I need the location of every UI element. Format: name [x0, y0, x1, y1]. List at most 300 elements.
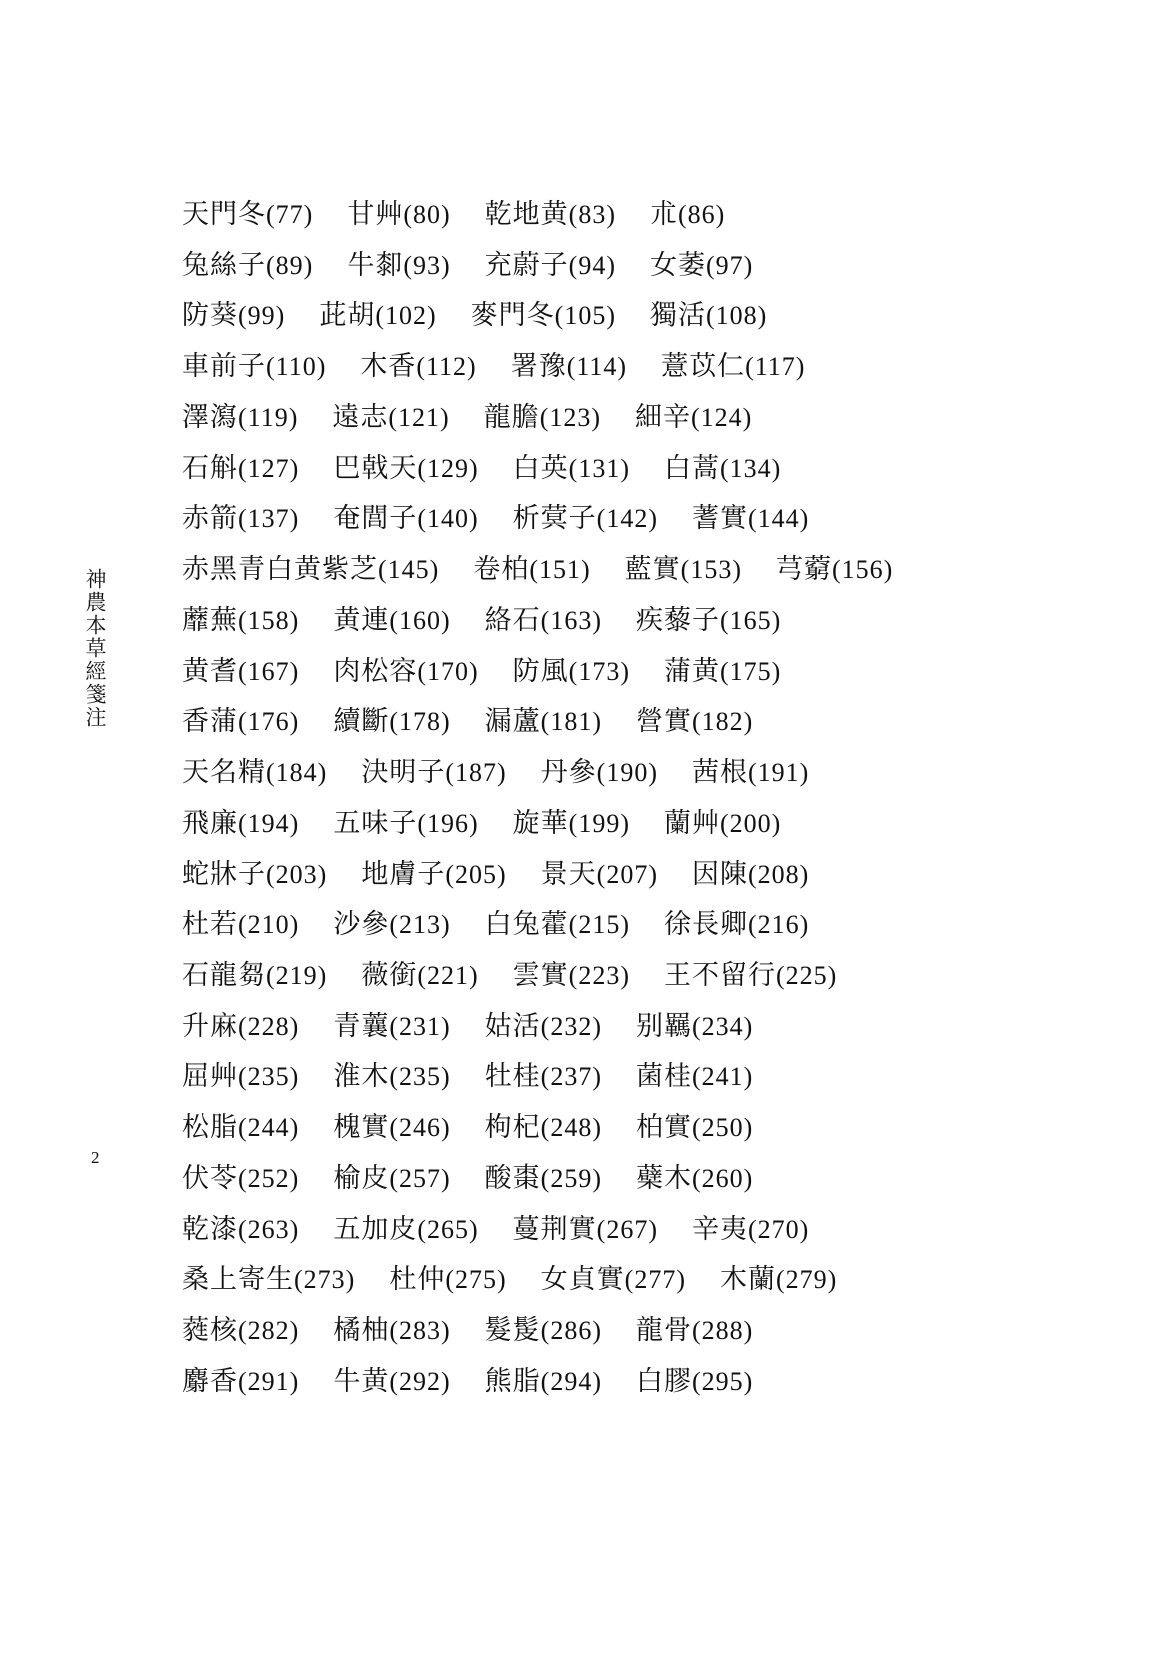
herb-name: 藍實 [624, 554, 681, 586]
toc-entry [182, 444, 299, 495]
page-reference: (182) [691, 707, 754, 737]
toc-entry [182, 241, 313, 292]
page-reference: (286) [540, 1316, 602, 1346]
herb-name: 升麻 [182, 1010, 238, 1042]
herb-name: 徐長卿 [663, 909, 748, 941]
herb-name: 橘柚 [333, 1315, 390, 1347]
toc-line [182, 1154, 1082, 1205]
herb-name: 芎藭 [775, 554, 832, 586]
toc-entry [333, 1103, 450, 1154]
page-reference: (124) [691, 402, 753, 432]
herb-name: 菌桂 [635, 1061, 692, 1093]
herb-name: 龍骨 [635, 1315, 692, 1347]
toc-entry [485, 241, 616, 292]
toc-entry [347, 241, 450, 292]
toc-line [182, 393, 1082, 444]
toc-entry [182, 1205, 299, 1256]
herb-name: 蘼蕪 [182, 604, 238, 636]
herb-name: 兔絲子 [182, 249, 266, 281]
page-reference: (246) [389, 1113, 451, 1143]
toc-entry [333, 494, 478, 545]
herb-name: 女貞實 [540, 1264, 625, 1296]
herb-name: 旋華 [512, 807, 569, 839]
herb-name: 女萎 [649, 249, 706, 281]
herb-name: 決明子 [361, 757, 446, 789]
page-reference: (191) [747, 758, 810, 788]
page-reference: (259) [540, 1163, 602, 1193]
toc-entry [333, 647, 478, 698]
herb-name: 熊脂 [484, 1365, 541, 1397]
page-reference: (89) [266, 250, 314, 280]
herb-name: 蘗木 [635, 1162, 692, 1194]
toc-line [182, 1205, 1082, 1256]
page-reference: (205) [445, 859, 507, 889]
toc-entry [485, 900, 630, 951]
page-reference: (123) [539, 402, 602, 432]
toc-entry [333, 1357, 450, 1408]
page-reference: (151) [529, 555, 591, 585]
herb-name: 獨活 [649, 300, 706, 332]
toc-line [182, 291, 1082, 342]
toc-line [182, 1255, 1082, 1306]
herb-name: 伏苓 [182, 1162, 238, 1194]
herb-name: 景天 [540, 858, 597, 890]
toc-entry [182, 494, 299, 545]
toc-line [182, 748, 1082, 799]
toc-entry [776, 545, 893, 596]
toc-entry [471, 291, 616, 342]
toc-entry [692, 494, 809, 545]
herb-name: 天名精 [182, 757, 266, 789]
herb-name: 薇銜 [361, 960, 418, 992]
page-reference: (156) [831, 555, 894, 585]
toc-entry [485, 190, 616, 241]
toc-entry [541, 748, 658, 799]
toc-entry [513, 444, 630, 495]
toc-entry [485, 1002, 602, 1053]
page-reference: (83) [568, 200, 616, 229]
page-reference: (267) [596, 1214, 658, 1244]
herb-name: 辛夷 [691, 1213, 748, 1245]
toc-entry [664, 444, 781, 495]
herb-name: 青蘘 [333, 1010, 390, 1042]
toc-entry [333, 697, 450, 748]
page-reference: (158) [238, 605, 300, 635]
toc-entry [541, 850, 658, 901]
toc-entry [182, 596, 299, 647]
toc-entry [360, 342, 476, 393]
herb-name: 屈艸 [182, 1061, 238, 1093]
toc-entry [182, 1255, 355, 1306]
toc-entry [182, 697, 299, 748]
herb-name: 蓍實 [691, 503, 748, 535]
page-reference: (112) [416, 352, 477, 382]
toc-line [182, 850, 1082, 901]
herb-name: 防葵 [182, 300, 238, 332]
page-reference: (108) [705, 301, 768, 331]
herb-name: 朮 [649, 199, 678, 230]
page-reference: (208) [747, 859, 810, 889]
herb-name: 柏實 [635, 1112, 692, 1144]
herb-name: 蒲黄 [663, 655, 720, 687]
page-reference: (292) [389, 1366, 451, 1396]
toc-line [182, 799, 1082, 850]
toc-entry [661, 342, 805, 393]
toc-entry [182, 1002, 299, 1053]
herb-name: 桑上寄生 [182, 1264, 294, 1296]
page-reference: (225) [775, 961, 838, 991]
page-reference: (131) [568, 453, 630, 483]
herb-name: 白英 [512, 452, 569, 484]
herb-name: 杜仲 [389, 1264, 446, 1296]
toc-entry [182, 1357, 299, 1408]
page-reference: (223) [568, 961, 630, 991]
herb-name: 王不留行 [663, 960, 776, 992]
toc-entry [361, 951, 478, 1002]
toc-line [182, 444, 1082, 495]
running-title: 神農本草經箋注 [83, 568, 107, 729]
page-reference: (232) [540, 1011, 602, 1041]
page-reference: (137) [238, 504, 300, 534]
herb-name: 漏蘆 [484, 706, 541, 738]
toc-entry [182, 393, 298, 444]
toc-entry [182, 951, 327, 1002]
toc-entry [692, 1205, 809, 1256]
herb-name: 黄耆 [182, 655, 238, 687]
toc-entry [511, 342, 627, 393]
page-reference: (228) [238, 1011, 300, 1041]
page-reference: (160) [389, 605, 451, 635]
page-reference: (97) [705, 250, 754, 280]
toc-entry [485, 1103, 602, 1154]
page-reference: (235) [238, 1062, 300, 1092]
toc-line [182, 596, 1082, 647]
herb-name: 甘艸 [347, 199, 404, 230]
toc-entry [635, 393, 752, 444]
page-reference: (163) [540, 605, 602, 635]
page-reference: (294) [540, 1366, 602, 1396]
page-reference: (184) [266, 758, 328, 788]
page-reference: (167) [238, 656, 300, 686]
toc-entry [333, 1052, 450, 1103]
toc-entry [485, 1154, 602, 1205]
toc-entry [720, 1255, 837, 1306]
herb-name: 白兔藿 [484, 909, 569, 941]
toc-entry [664, 900, 809, 951]
page-reference: (153) [680, 555, 742, 585]
page-reference: (102) [375, 301, 437, 331]
toc-entry [333, 1154, 450, 1205]
herb-name: 牛黄 [333, 1365, 390, 1397]
herb-name: 赤黑青白黄紫芝 [182, 554, 378, 586]
page-reference: (282) [238, 1316, 300, 1346]
toc-entry [182, 342, 326, 393]
toc-entry [182, 1103, 299, 1154]
toc-line [182, 1002, 1082, 1053]
page-reference: (215) [568, 910, 630, 940]
toc-entry [333, 444, 478, 495]
toc-entry [485, 596, 602, 647]
toc-line [182, 900, 1082, 951]
page-reference: (260) [691, 1163, 754, 1193]
page-reference: (175) [719, 656, 782, 686]
herb-name: 麝香 [182, 1365, 238, 1397]
toc-entry [182, 190, 313, 241]
herb-name: 肉松容 [333, 655, 418, 687]
toc-entry [664, 647, 781, 698]
herb-name: 赤箭 [182, 503, 238, 535]
toc-entry [182, 1052, 299, 1103]
page-reference: (203) [266, 859, 328, 889]
toc-entry [361, 748, 506, 799]
herb-name: 因陳 [691, 858, 748, 890]
herb-name: 牛厀 [347, 249, 404, 281]
page-reference: (283) [389, 1316, 451, 1346]
toc-entry [485, 697, 602, 748]
toc-entry [636, 697, 753, 748]
herb-name: 茜根 [691, 757, 748, 789]
herb-name: 槐實 [333, 1112, 390, 1144]
page-reference: (170) [417, 656, 479, 686]
herb-name: 麥門冬 [470, 300, 555, 332]
toc-line [182, 951, 1082, 1002]
toc-entry [182, 545, 439, 596]
herb-name: 牡桂 [484, 1061, 541, 1093]
toc-entry [182, 850, 327, 901]
page-reference: (121) [388, 402, 450, 432]
page-reference: (196) [417, 808, 479, 838]
herb-name: 枸杞 [484, 1112, 541, 1144]
page-reference: (207) [596, 859, 658, 889]
toc-entry [484, 393, 601, 444]
page-reference: (140) [417, 504, 479, 534]
toc-entry [473, 545, 590, 596]
herb-name: 木蘭 [719, 1264, 776, 1296]
page-reference: (176) [238, 707, 300, 737]
toc-entry [636, 1002, 753, 1053]
herb-name: 松脂 [182, 1112, 238, 1144]
page-reference: (173) [568, 656, 630, 686]
herb-name: 白蒿 [663, 452, 720, 484]
herb-name: 五加皮 [333, 1213, 418, 1245]
toc-entry [485, 1357, 602, 1408]
toc-line [182, 342, 1082, 393]
page-reference: (295) [691, 1366, 754, 1396]
toc-line [182, 1052, 1082, 1103]
page-reference: (199) [568, 808, 630, 838]
toc-entry [333, 1306, 450, 1357]
page-reference: (270) [747, 1214, 810, 1244]
toc-line [182, 697, 1082, 748]
herb-name: 木香 [360, 351, 417, 383]
page-reference: (291) [238, 1366, 300, 1396]
herb-name: 奄閭子 [333, 503, 418, 535]
toc-entry [182, 799, 299, 850]
page-reference: (194) [238, 808, 300, 838]
herb-name: 析蓂子 [512, 503, 597, 535]
herb-name: 茈胡 [319, 300, 376, 332]
page-reference: (234) [691, 1011, 754, 1041]
herb-name: 蕤核 [182, 1315, 238, 1347]
toc-entry [650, 241, 753, 292]
herb-name: 細辛 [635, 401, 692, 433]
toc-entry [333, 799, 478, 850]
toc-entry [650, 291, 767, 342]
page-reference: (99) [238, 301, 286, 331]
toc-entry [332, 393, 449, 444]
toc-entry [513, 1205, 658, 1256]
toc-line [182, 1103, 1082, 1154]
herb-name: 疾藜子 [635, 604, 720, 636]
page-reference: (288) [691, 1316, 754, 1346]
toc-entry [182, 748, 327, 799]
page-reference: (114) [566, 352, 628, 382]
herb-name: 絡石 [484, 604, 541, 636]
herb-name: 蔓荆實 [512, 1213, 597, 1245]
page-reference: (257) [389, 1163, 451, 1193]
toc-entry [636, 1052, 753, 1103]
herb-name: 榆皮 [333, 1162, 390, 1194]
page-reference: (117) [745, 352, 806, 382]
herb-name: 酸棗 [484, 1162, 541, 1194]
page-reference: (187) [445, 758, 507, 788]
herb-name: 石斛 [182, 452, 238, 484]
herb-name: 石龍芻 [182, 960, 266, 992]
herb-name: 蛇牀子 [182, 858, 266, 890]
herb-name: 乾地黄 [484, 199, 569, 230]
page-reference: (216) [747, 910, 810, 940]
page-reference: (219) [266, 961, 328, 991]
herb-name: 薏苡仁 [661, 351, 746, 383]
herb-name: 五味子 [333, 807, 418, 839]
herb-name: 署豫 [510, 351, 567, 383]
toc-entry [513, 951, 630, 1002]
herb-name: 地膚子 [361, 858, 446, 890]
page-reference: (210) [238, 910, 300, 940]
page-reference: (127) [238, 453, 300, 483]
page-reference: (231) [389, 1011, 451, 1041]
herb-name: 髮髲 [484, 1315, 541, 1347]
toc-entry [636, 1103, 753, 1154]
toc-entry [485, 1052, 602, 1103]
herb-name: 防風 [512, 655, 569, 687]
page-reference: (105) [554, 301, 616, 331]
herb-name: 杜若 [182, 909, 238, 941]
toc-entry [636, 1154, 753, 1205]
toc-entry [636, 596, 781, 647]
toc-line [182, 241, 1082, 292]
toc-entry [333, 1205, 478, 1256]
herb-name: 沙參 [333, 909, 390, 941]
page-reference: (134) [719, 453, 782, 483]
herb-name: 充蔚子 [484, 249, 569, 281]
page-reference: (275) [445, 1265, 507, 1295]
page-reference: (86) [677, 200, 726, 229]
herb-name: 淮木 [333, 1061, 390, 1093]
page-reference: (178) [389, 707, 451, 737]
page-reference: (273) [294, 1265, 356, 1295]
herb-name: 巴戟天 [333, 452, 418, 484]
page-reference: (110) [266, 352, 327, 382]
herb-name: 澤瀉 [182, 401, 238, 433]
toc-entry [513, 799, 630, 850]
herb-name: 卷柏 [473, 554, 530, 586]
toc-entry [692, 748, 809, 799]
herb-name: 蘭艸 [663, 807, 720, 839]
herb-name: 營實 [635, 706, 692, 738]
toc-entry [513, 494, 658, 545]
page-reference: (221) [417, 961, 479, 991]
page-reference: (119) [238, 402, 299, 432]
herb-name: 飛廉 [182, 807, 238, 839]
page-reference: (142) [596, 504, 658, 534]
page-reference: (145) [378, 555, 440, 585]
toc-entry [664, 799, 781, 850]
toc-entry [182, 291, 285, 342]
page-reference: (237) [540, 1062, 602, 1092]
herb-name: 遠志 [332, 401, 389, 433]
toc-entry [182, 900, 299, 951]
page-reference: (277) [624, 1265, 686, 1295]
page-reference: (165) [719, 605, 782, 635]
page-reference: (94) [568, 250, 616, 280]
toc-entry [625, 545, 742, 596]
herb-name: 龍膽 [483, 401, 540, 433]
toc-line [182, 190, 1082, 241]
page-reference: (241) [691, 1062, 754, 1092]
page-reference: (244) [238, 1113, 300, 1143]
herb-name: 黄連 [333, 604, 390, 636]
toc-entry [319, 291, 436, 342]
page-reference: (252) [238, 1163, 300, 1193]
toc-entry [361, 850, 506, 901]
toc-entry [333, 1002, 450, 1053]
toc-entry [182, 647, 299, 698]
page-reference: (248) [540, 1113, 602, 1143]
page-reference: (80) [403, 200, 451, 229]
page-reference: (93) [403, 250, 451, 280]
page-reference: (213) [389, 910, 451, 940]
toc-entry [182, 1306, 299, 1357]
toc-line [182, 545, 1082, 596]
page-reference: (279) [775, 1265, 838, 1295]
toc-entry [347, 190, 450, 241]
toc-entry [650, 190, 725, 241]
toc-entry [636, 1306, 753, 1357]
page-number: 2 [91, 1148, 100, 1167]
herb-name: 别羈 [635, 1010, 692, 1042]
herb-name: 續斷 [333, 706, 390, 738]
page-reference: (129) [417, 453, 479, 483]
page-reference: (250) [691, 1113, 754, 1143]
toc-entry [182, 1154, 299, 1205]
herb-name: 香蒲 [182, 706, 238, 738]
page-reference: (181) [540, 707, 602, 737]
herb-name: 雲實 [512, 960, 569, 992]
toc-entry [485, 1306, 602, 1357]
page-reference: (235) [389, 1062, 451, 1092]
page-reference: (265) [417, 1214, 479, 1244]
herb-name: 丹參 [540, 757, 597, 789]
toc-entry [333, 596, 450, 647]
toc-entry [389, 1255, 506, 1306]
toc-entry [664, 951, 837, 1002]
toc-entry [513, 647, 630, 698]
table-of-contents [182, 190, 1082, 1408]
herb-name: 姑活 [484, 1010, 541, 1042]
page-reference: (144) [747, 504, 810, 534]
herb-name: 白膠 [635, 1365, 692, 1397]
